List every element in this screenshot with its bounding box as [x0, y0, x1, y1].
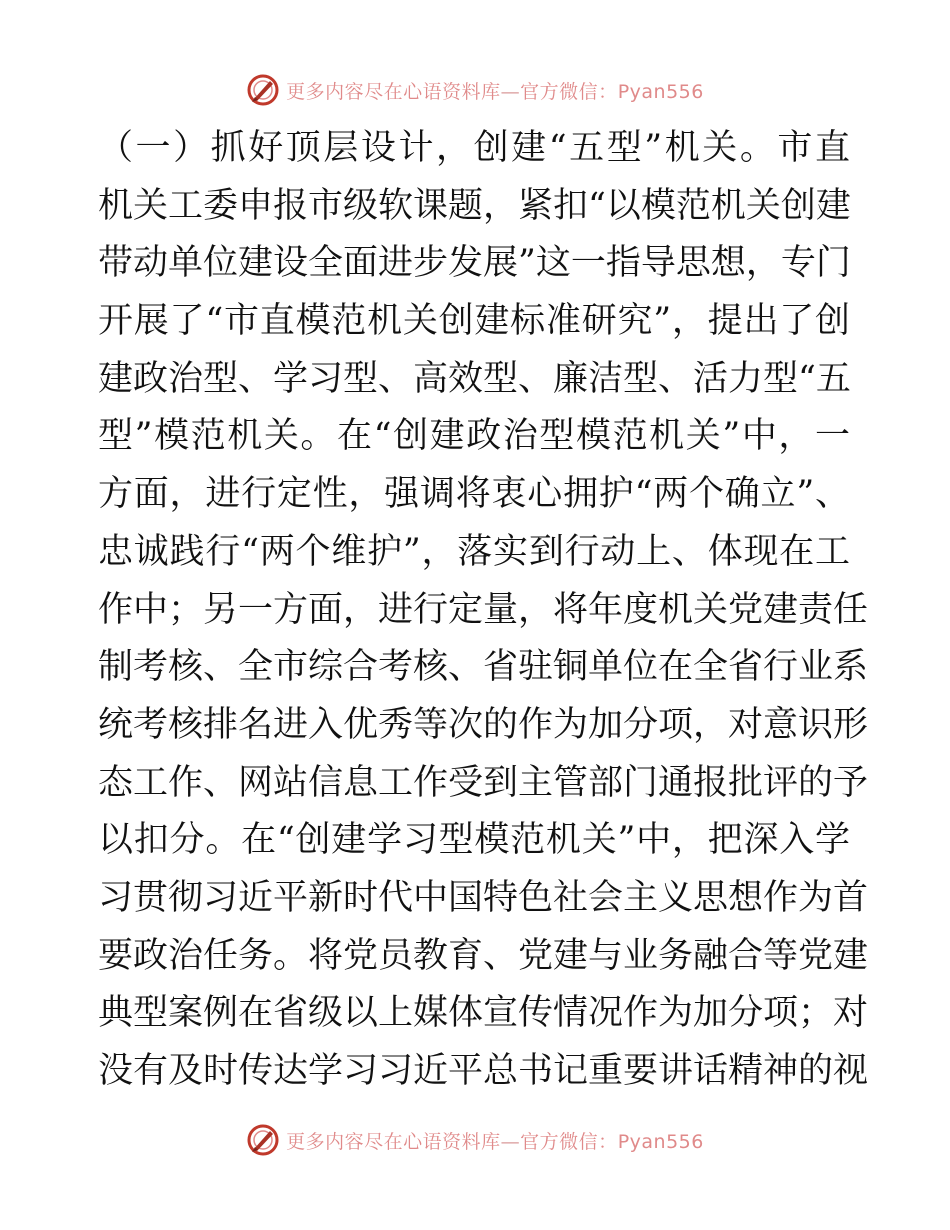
watermark-header — [0, 70, 950, 110]
text-line — [98, 928, 869, 986]
text-line — [98, 351, 850, 409]
text-line-content: 型”模范机关。在“创建政治型模范机关”中，一 — [98, 416, 850, 457]
text-line — [98, 235, 850, 293]
text-line-content: 典型案例在省级以上媒体宣传情况作为加分项；对 — [98, 993, 869, 1034]
text-line-content: 要政治任务。将党员教育、党建与业务融合等党建 — [98, 935, 869, 976]
watermark-text: 更多内容尽在心语资料库—官方微信：Pyan556 — [286, 1130, 704, 1153]
text-line — [98, 524, 850, 582]
text-line — [98, 466, 850, 524]
text-line-content: 作中；另一方面，进行定量，将年度机关党建责任 — [98, 589, 869, 630]
text-line-content: 忠诚践行“两个维护”，落实到行动上、体现在工 — [98, 531, 850, 572]
text-line — [98, 1043, 869, 1101]
text-line — [98, 582, 869, 640]
text-line-content: 以扣分。在“创建学习型模范机关”中，把深入学 — [98, 820, 850, 861]
text-line-content: 习贯彻习近平新时代中国特色社会主义思想作为首 — [98, 877, 869, 918]
quill-seal-icon — [246, 1123, 280, 1157]
text-line — [98, 120, 850, 178]
text-line-content: 方面，进行定性，强调将衷心拥护“两个确立”、 — [98, 474, 850, 515]
text-line — [98, 178, 850, 236]
text-line-content: 带动单位建设全面进步发展”这一指导思想，专门 — [98, 243, 851, 284]
text-line-content: 没有及时传达学习习近平总书记重要讲话精神的视 — [98, 1051, 869, 1091]
text-line-content: 统考核排名进入优秀等次的作为加分项，对意识形 — [98, 704, 869, 745]
text-line — [98, 870, 869, 928]
text-line — [98, 408, 850, 466]
watermark-text: 更多内容尽在心语资料库—官方微信：Pyan556 — [286, 80, 704, 103]
text-line — [98, 697, 869, 755]
text-line-content: 开展了“市直模范机关创建标准研究”，提出了创 — [98, 301, 850, 342]
document-body — [98, 120, 869, 1101]
text-line — [98, 293, 850, 351]
text-line — [98, 639, 869, 697]
text-line-content: 机关工委申报市级软课题，紧扣“以模范机关创建 — [98, 185, 851, 226]
text-line-content: 建政治型、学习型、高效型、廉洁型、活力型“五 — [98, 358, 851, 399]
watermark-footer — [0, 1120, 950, 1160]
text-line-content: （一）抓好顶层设计，创建“五型”机关。市直 — [98, 128, 850, 168]
text-line — [98, 812, 850, 870]
text-line — [98, 755, 869, 813]
quill-seal-icon — [246, 73, 280, 107]
text-line-content: 制考核、全市综合考核、省驻铜单位在全省行业系 — [98, 647, 869, 688]
text-line — [98, 985, 869, 1043]
text-line-content: 态工作、网站信息工作受到主管部门通报批评的予 — [98, 762, 869, 803]
